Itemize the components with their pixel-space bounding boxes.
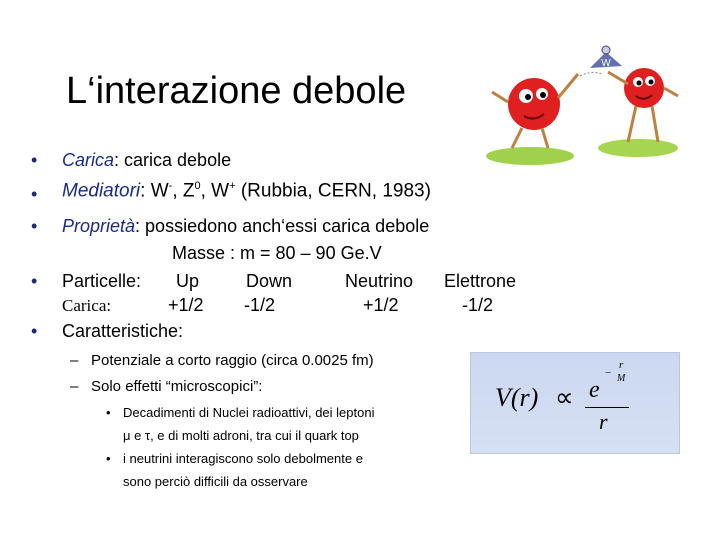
bullet-dot: • [31, 216, 38, 236]
bullet-dot: • [31, 184, 38, 204]
carica-text: : carica debole [114, 150, 232, 170]
fraction-bar [585, 407, 629, 408]
bullet-dot: • [31, 271, 38, 291]
charge-elettrone: -1/2 [462, 295, 494, 315]
mediatori-w-minus: : W [140, 180, 169, 202]
sup-plus: + [229, 180, 236, 192]
mediatori-z: , Z [172, 180, 195, 202]
w-badge: W [601, 58, 611, 69]
carica-row-label: Carica: [62, 296, 112, 315]
sup-minus: - [168, 180, 173, 192]
particelle-label: Particelle: [62, 271, 142, 291]
particle-elettrone: Elettrone [444, 271, 517, 291]
formula-numerator: e [589, 377, 600, 403]
sub-bullet-potenziale: Potenziale a corto raggio (circa 0.0025 fm) [91, 352, 374, 369]
sub-dash: – [70, 352, 79, 369]
right-puddle [598, 139, 678, 157]
bullet-proprieta [62, 216, 429, 237]
subsub-dot: • [106, 405, 111, 420]
masse-line: Masse : m = 80 – 90 Ge.V [172, 243, 382, 263]
sub-dash: – [70, 378, 79, 395]
subsub-neutrini-2: sono perciò difficili da osservare [123, 474, 308, 489]
formula-exp-M: M [617, 373, 626, 384]
particle-down: Down [246, 271, 293, 291]
formula-denominator: r [599, 409, 608, 434]
bullet-carica [62, 150, 231, 171]
formula-exp-minus: − [605, 367, 612, 379]
sub-bullet-effetti: Solo effetti “microscopici”: [91, 378, 263, 395]
bullet-dot: • [31, 150, 38, 170]
subsub-decadimenti-1: Decadimenti di Nuclei radioattivi, dei leptoni [123, 405, 375, 420]
caratteristiche: Caratteristiche: [62, 321, 184, 341]
particle-neutrino: Neutrino [345, 271, 414, 291]
weak-interaction-cartoon [482, 44, 684, 168]
formula-proportional: ∝ [555, 383, 574, 412]
charge-neutrino: +1/2 [363, 295, 399, 315]
proprieta-label: Proprietà [62, 216, 136, 236]
mediatori-rest: (Rubbia, CERN, 1983) [235, 180, 431, 202]
bullet-dot: • [31, 321, 38, 341]
page-title: L‘interazione debole [66, 70, 407, 112]
right-character [624, 68, 664, 108]
formula-lhs: V(r) [495, 383, 539, 412]
subsub-neutrini-1: i neutrini interagiscono solo debolmente e [123, 451, 363, 466]
subsub-decadimenti-2: μ e τ, e di molti adroni, tra cui il quark top [123, 428, 359, 443]
carica-label: Carica [62, 150, 115, 170]
sup-zero: 0 [194, 180, 201, 192]
mediatori-w-plus: , W [200, 180, 230, 202]
proprieta-text: : possiedono anch‘essi carica debole [135, 216, 430, 236]
yukawa-formula-box [470, 352, 680, 454]
particle-up: Up [176, 271, 200, 291]
subsub-dot: • [106, 451, 111, 466]
formula-exp-r: r [619, 359, 624, 371]
mediatori-label: Mediatori [62, 180, 141, 202]
charge-down: -1/2 [244, 295, 276, 315]
charge-up: +1/2 [168, 295, 204, 315]
left-character [508, 78, 560, 130]
left-puddle [486, 147, 574, 165]
bullet-mediatori [62, 180, 431, 202]
